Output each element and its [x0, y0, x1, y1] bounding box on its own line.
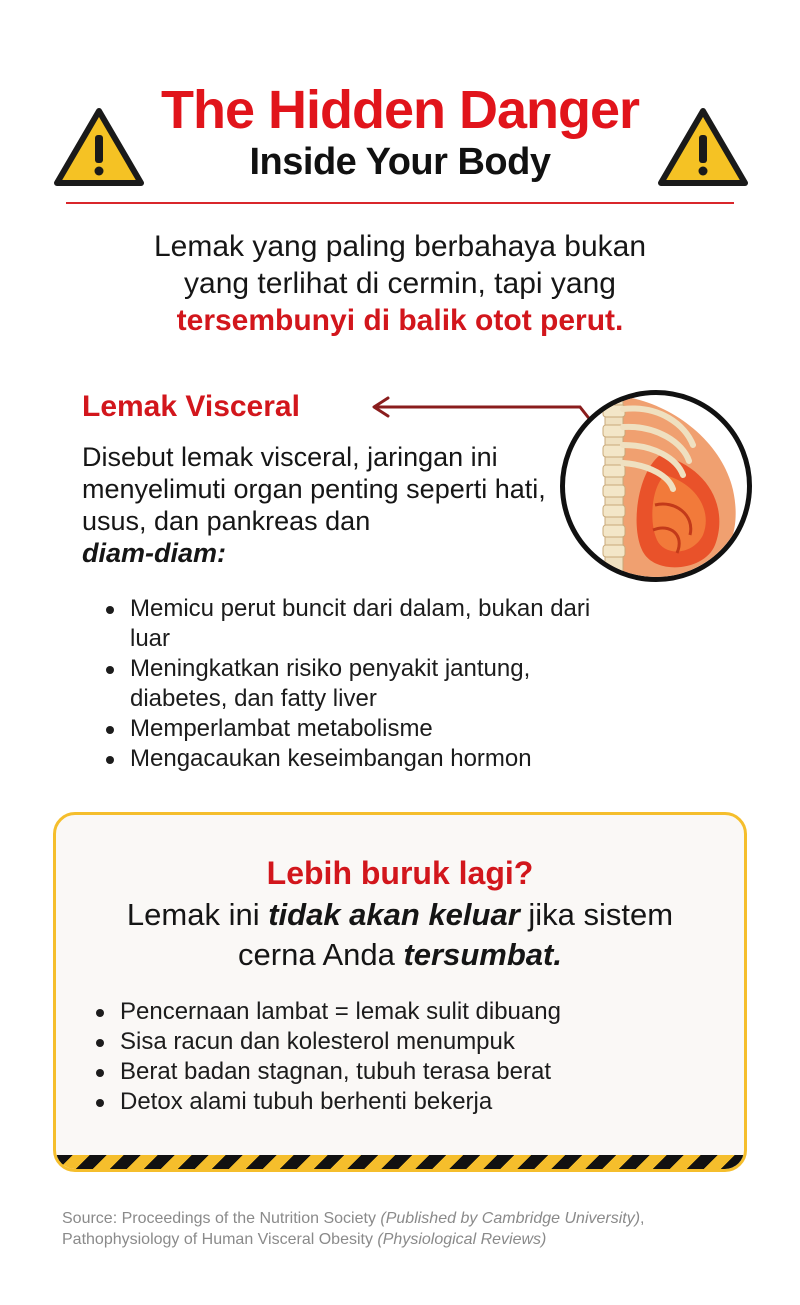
visceral-heading: Lemak Visceral [82, 390, 300, 423]
hazard-stripe [56, 1155, 744, 1169]
list-item: Meningkatkan risiko penyakit jantung, diabetes, dan fatty liver [104, 654, 624, 714]
intro-line-2: yang terlihat di cermin, tapi yang [184, 267, 616, 300]
callout-title: Lebih buruk lagi? [266, 855, 534, 891]
callout-line-2 [56, 935, 744, 975]
callout-text: jika sistem [519, 897, 674, 932]
source-separator: , [640, 1210, 645, 1227]
visceral-description-emphasis: diam-diam: [82, 538, 227, 568]
list-item: Detox alami tubuh berhenti bekerja [94, 1087, 714, 1117]
callout-emphasis: tersumbat [403, 937, 554, 972]
callout-text: . [553, 937, 562, 972]
source-publisher: (Physiological Reviews) [377, 1231, 547, 1248]
callout-text: cerna Anda [238, 937, 404, 972]
callout-list [94, 997, 714, 1117]
callout-emphasis: tidak akan keluar [268, 897, 520, 932]
page-subtitle: Inside Your Body [249, 141, 551, 183]
list-item: Berat badan stagnan, tubuh terasa berat [94, 1057, 714, 1087]
warning-callout-box [53, 812, 747, 1172]
source-text: Source: Proceedings of the Nutrition Society [62, 1210, 381, 1227]
list-item: Sisa racun dan kolesterol menumpuk [94, 1027, 714, 1057]
list-item: Pencernaan lambat = lemak sulit dibuang [94, 997, 714, 1027]
divider [66, 202, 734, 204]
intro-text [70, 228, 730, 339]
callout-line-1 [56, 895, 744, 935]
intro-highlight: tersembunyi di balik otot perut. [176, 304, 624, 337]
callout-text: Lemak ini [126, 897, 269, 932]
list-item: Memperlambat metabolisme [104, 714, 624, 744]
page-title: The Hidden Danger [160, 80, 640, 140]
intro-line-1: Lemak yang paling berbahaya bukan [153, 230, 647, 263]
visceral-effects-list [104, 594, 624, 774]
source-publisher: (Published by Cambridge University) [380, 1210, 641, 1227]
visceral-description-text: Disebut lemak visceral, jaringan ini menyelimuti organ penting seperti hati, usus, dan pankreas dan [82, 442, 546, 536]
visceral-description [82, 441, 552, 569]
list-item: Memicu perut buncit dari dalam, bukan dari luar [104, 594, 624, 654]
source-citation [62, 1208, 752, 1250]
visceral-fat-illustration [560, 390, 752, 582]
list-item: Mengacaukan keseimbangan hormon [104, 744, 624, 774]
source-text: Pathophysiology of Human Visceral Obesity [62, 1231, 378, 1248]
callout-statement [56, 895, 744, 975]
